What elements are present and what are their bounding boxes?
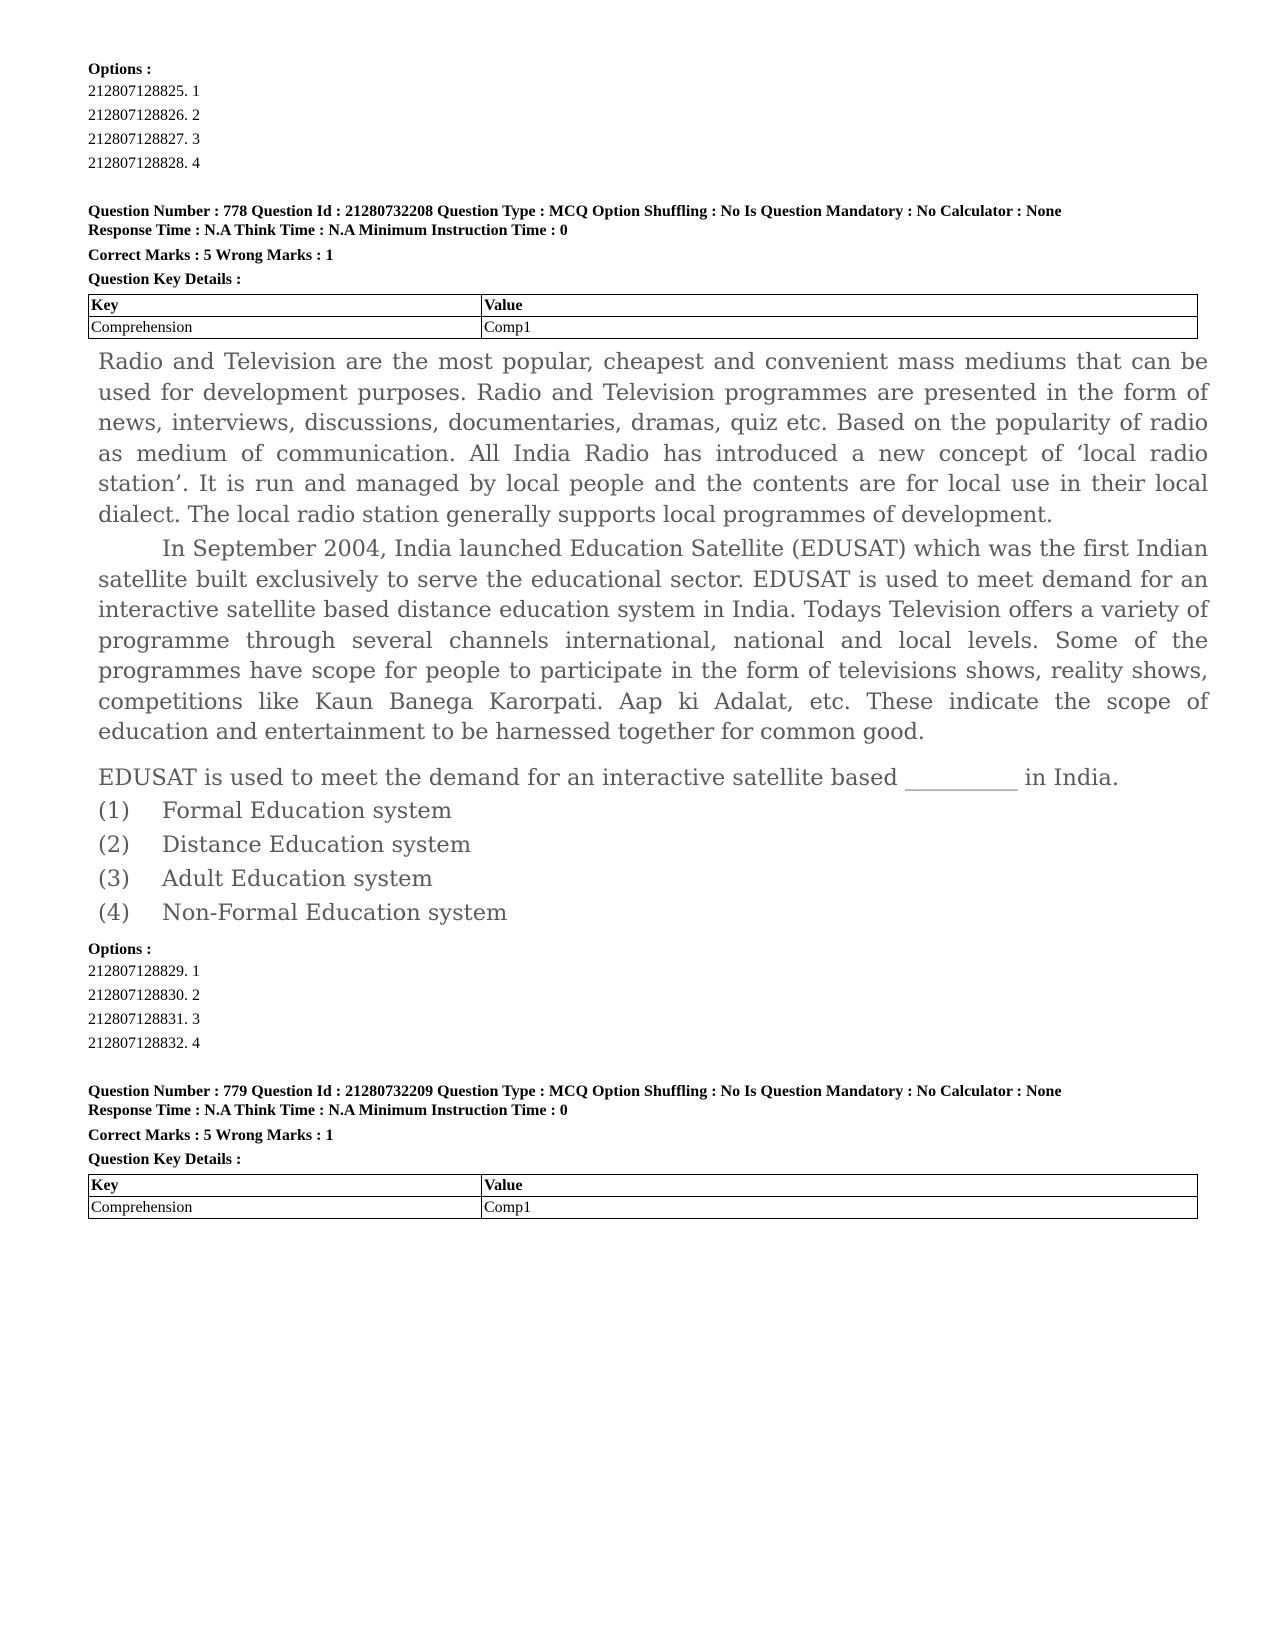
question-778 [88, 202, 1208, 1056]
table-header-value: Value [482, 295, 1198, 317]
choice-item [88, 896, 1198, 930]
option-line: 212807128825. 1 [88, 83, 200, 100]
choice-text: Non-Formal Education system [162, 899, 508, 926]
key-details-label: Question Key Details : [88, 271, 242, 288]
table-row [89, 1196, 1198, 1218]
table-cell-value: Comp1 [482, 1196, 1198, 1218]
comprehension-passage [88, 347, 1208, 748]
document-page [88, 60, 1208, 1219]
option-line: 212807128828. 4 [88, 155, 200, 172]
table-header-key: Key [89, 1174, 482, 1196]
choice-text: Distance Education system [162, 831, 472, 858]
options-label: Options : [88, 940, 152, 958]
table-cell-key: Comprehension [89, 1196, 482, 1218]
key-details-table [88, 294, 1198, 339]
passage-paragraph: Radio and Television are the most popular, cheapest and convenient mass mediums that can be used for development purposes. Radio and Television programmes are presented in the form of news, interviews, discussions, documentaries, dramas, quiz etc. Based on the popularity of radio as medium of communication. All India Radio has introduced a new concept of ‘local radio station’. It is run and managed by local people and the contents are for local use in their local dialect. The local radio station generally supports local programmes of development. [98, 349, 1208, 528]
question-779 [88, 1082, 1198, 1219]
choice-number: (1) [98, 797, 130, 824]
options-block-777 [88, 60, 1198, 176]
table-header-value: Value [482, 1174, 1198, 1196]
key-details-label: Question Key Details : [88, 1150, 242, 1168]
choice-number: (2) [98, 831, 130, 858]
choice-item [88, 828, 1198, 862]
options-block-778 [88, 940, 1198, 1056]
table-header-row [89, 1174, 1198, 1196]
question-timing: Response Time : N.A Think Time : N.A Minimum Instruction Time : 0 [88, 222, 568, 239]
question-marks: Correct Marks : 5 Wrong Marks : 1 [88, 247, 334, 264]
table-cell-key: Comprehension [89, 317, 482, 339]
table-cell-value: Comp1 [482, 317, 1198, 339]
question-timing: Response Time : N.A Think Time : N.A Minimum Instruction Time : 0 [88, 1101, 568, 1119]
table-header-key: Key [89, 295, 482, 317]
choice-number: (3) [98, 865, 130, 892]
question-header: Question Number : 778 Question Id : 21280732208 Question Type : MCQ Option Shuffling : No Is Question Mandatory : No Calculator : None [88, 203, 1062, 220]
option-line: 212807128827. 3 [88, 131, 200, 148]
choice-text: Formal Education system [162, 797, 453, 824]
option-line: 212807128831. 3 [88, 1010, 200, 1028]
question-header: Question Number : 779 Question Id : 21280732209 Question Type : MCQ Option Shuffling : No Is Question Mandatory : No Calculator : None [88, 1082, 1062, 1100]
choice-item [88, 794, 1198, 828]
table-header-row [89, 295, 1198, 317]
passage-paragraph: In September 2004, India launched Education Satellite (EDUSAT) which was the first Indian satellite built exclusively to serve the educational sector. EDUSAT is used to meet demand for an interactive satellite based distance education system in India. Todays Television offers a variety of programme through several channels international, national and local levels. Some of the programmes have scope for people to participate in the form of televisions shows, reality shows, competitions like Kaun Banega Karorpati. Aap ki Adalat, etc. These indicate the scope of education and entertainment to be harnessed together for common good. [98, 536, 1208, 745]
options-label: Options : [88, 61, 152, 78]
key-details-table [88, 1174, 1198, 1219]
option-line: 212807128829. 1 [88, 962, 200, 980]
option-line: 212807128826. 2 [88, 107, 200, 124]
choice-text: Adult Education system [162, 865, 433, 892]
choice-number: (4) [98, 899, 130, 926]
question-marks: Correct Marks : 5 Wrong Marks : 1 [88, 1126, 334, 1144]
table-row [89, 317, 1198, 339]
choice-item [88, 862, 1198, 896]
option-line: 212807128832. 4 [88, 1034, 200, 1052]
question-stem: EDUSAT is used to meet the demand for an interactive satellite based __________ in India. [98, 764, 1119, 791]
option-line: 212807128830. 2 [88, 986, 200, 1004]
choice-list [88, 794, 1198, 930]
